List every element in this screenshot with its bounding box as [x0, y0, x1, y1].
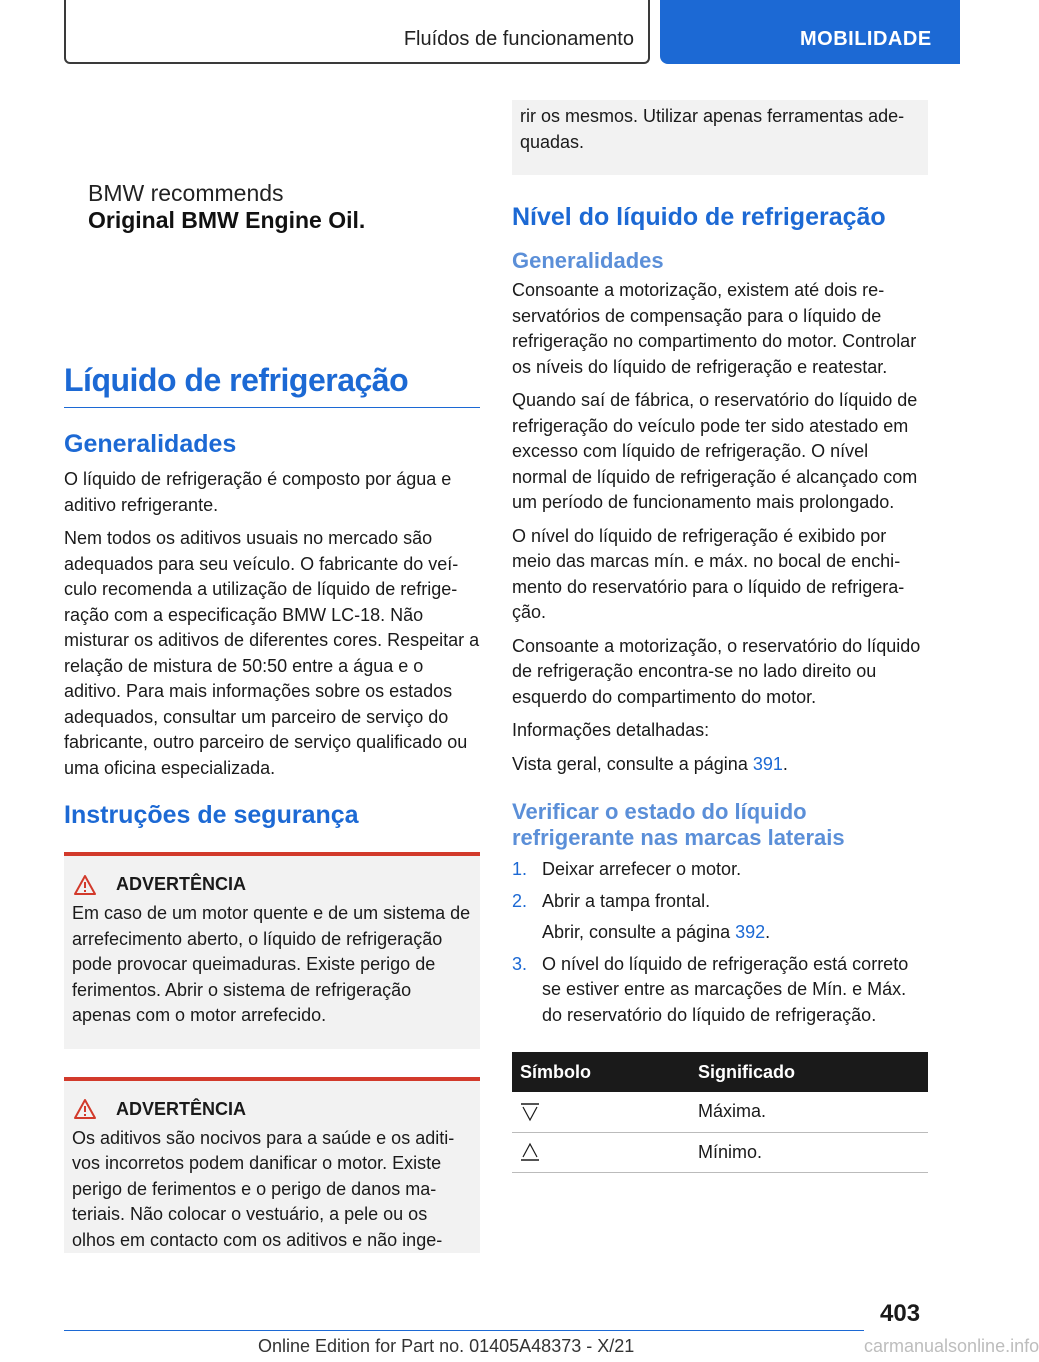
generalities-paragraph-2: Nem todos os aditivos usuais no mercado são adequados para seu veículo. O fabricante do veículo recomenda a utilização de líquido de refrigeração com a especificação BMW LC-18. Não misturar os aditivos de diferentes cores. Respeitar a relação de mistura de 50:50 entre a água e o aditivo. Para mais informações sobre os estados adequados, consultar um parceiro de serviço do fabricante, outro parceiro de serviço qualificado ou uma oficina especializada.: [64, 528, 480, 778]
edition-text: Online Edition for Part no. 01405A48373 - X/21: [258, 1336, 635, 1356]
table-row: [512, 1092, 928, 1132]
table-header-meaning: Significado: [690, 1052, 928, 1092]
generalities-paragraph-1: O líquido de refrigeração é composto por água e aditivo refrigerante.: [64, 469, 452, 515]
table-cell-meaning: Mínimo.: [690, 1132, 928, 1172]
warning-box-2: [64, 1077, 480, 1254]
page-number: 403: [880, 1300, 921, 1327]
left-column: [64, 100, 480, 1253]
table-cell-meaning: Máxima.: [690, 1092, 928, 1132]
min-mark-icon: [520, 1142, 540, 1162]
list-item: 3. O nível do líquido de refrigeração está correto se estiver entre as marcações de Mín. e Máx. do reservatório do líquido de refrigeração.: [512, 953, 909, 1025]
chapter-tab[interactable]: [660, 0, 960, 64]
watermark: carmanualsonline.info: [864, 1336, 1039, 1356]
level-paragraph-3: O nível do líquido de refrigeração é exibido por meio das marcas mín. e máx. no bocal de enchimento do reservatório para o líquido de refrigeração.: [512, 525, 905, 622]
table-row: [512, 1132, 928, 1172]
warning-title: ADVERTÊNCIA: [116, 1098, 247, 1119]
level-paragraph-2: Quando saí de fábrica, o reservatório do líquido de refrigeração do veículo pode ter sido atestado em excesso com líquido de refrigeração. O nível normal de líquido de refrigeração é alcançado com um período de funcionamento mais prolongado.: [512, 390, 918, 512]
section-tab: [64, 0, 650, 64]
page-header: [0, 0, 960, 66]
coolant-level-heading: Nível do líquido de refrigeração: [512, 203, 886, 231]
section-title: Fluídos de funcionamento: [403, 28, 634, 50]
max-mark-icon: [520, 1102, 540, 1122]
right-column: [512, 100, 928, 1173]
table-header-row: [512, 1052, 928, 1092]
advert-line-2: Original BMW Engine Oil.: [88, 207, 366, 233]
steps-list: [512, 857, 928, 1028]
generalities-heading: Generalidades: [64, 430, 237, 458]
check-level-heading: Verificar o estado do líquido refrigerante nas marcas laterais: [512, 799, 845, 850]
safety-heading: Instruções de segurança: [64, 801, 359, 829]
level-paragraph-4: Consoante a motorização, o reservatório do líquido de refrigeração encontra-se no lado direito ou esquerdo do compartimento do motor.: [512, 635, 921, 707]
advert-line-1: BMW recommends: [88, 180, 284, 206]
warning-title: ADVERTÊNCIA: [116, 874, 247, 894]
generalities-subheading: Generalidades: [512, 248, 664, 273]
chapter-title: MOBILIDADE: [800, 28, 932, 50]
warning-triangle-icon: [74, 875, 96, 895]
level-paragraph-1: Consoante a motorização, existem até dois reservatórios de compensação para o líquido de refrigeração no compartimento do motor. Controlar os níveis do líquido de refrigeração e reatestar.: [512, 280, 917, 377]
warning-triangle-icon: [74, 1099, 96, 1119]
page-title: Líquido de refrigeração: [64, 360, 480, 408]
list-item: 2. Abrir a tampa frontal.: [512, 890, 711, 911]
page-link-392[interactable]: 392: [735, 922, 766, 942]
overview-reference: Vista geral, consulte a página 391.: [512, 753, 788, 774]
page-link-391[interactable]: 391: [752, 753, 783, 774]
list-item: 1. Deixar arrefecer o motor.: [512, 859, 742, 879]
step-2-reference: Abrir, consulte a página 392.: [542, 922, 771, 942]
symbol-table: [512, 1052, 928, 1173]
warning-box-1: [64, 852, 480, 1049]
warning-text: Os aditivos são nocivos para a saúde e os aditivos incorretos podem danificar o motor. Existe perigo de ferimentos e o perigo de danos materiais. Não colocar o vestuário, a pele ou os olhos em contacto com os aditivos e não inge-: [72, 1127, 455, 1250]
warning-text: Em caso de um motor quente e de um sistema de arrefecimento aberto, o líquido de refrigeração pode provocar queimaduras. Existe perigo de ferimentos. Abrir o sistema de refrigeração apenas com o motor arrefecido.: [72, 903, 471, 1025]
table-header-symbol: Símbolo: [512, 1052, 690, 1092]
oil-advert: [64, 100, 480, 360]
warning-continuation: rir os mesmos. Utilizar apenas ferramentas adequadas.: [512, 100, 928, 175]
level-paragraph-5: Informações detalhadas:: [512, 720, 710, 740]
footer-divider: [64, 1330, 864, 1331]
